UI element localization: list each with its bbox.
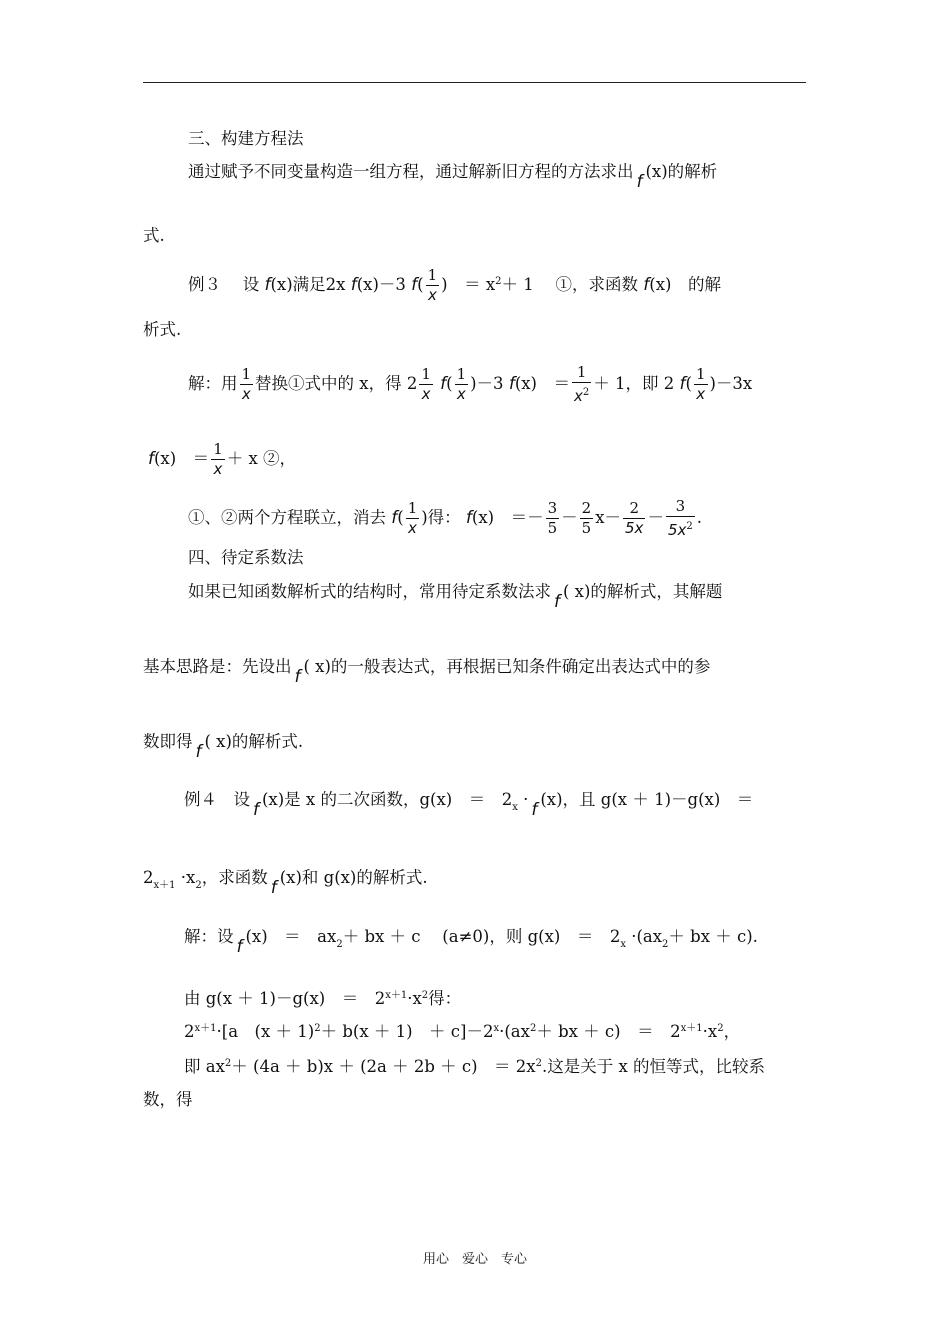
fraction: $\frac{1}{x}$ (695, 365, 706, 403)
solution-4: 解：设f(x) ＝ $ax_2+$ bx ＋ c (a≠0)，则 g(x) ＝ $2_x \cdot(ax_2+$ bx ＋ c). (184, 927, 758, 957)
section-heading-4: 四、待定系数法 (188, 548, 304, 567)
header-rule (143, 82, 806, 83)
function-f-symbol: f (636, 172, 643, 192)
paragraph-line: 式. (143, 226, 165, 245)
paragraph-line: 基本思路是：先设出f( x)的一般表达式，再根据已知条件确定出表达式中的参 (143, 657, 711, 687)
example-4: 例４ 设f(x)是 x 的二次函数，g(x) ＝ $2_x \cdot f(x)$，且 g(x ＋ 1)－g(x) ＝ (184, 790, 754, 820)
fraction: $\frac{1}{x}$ (213, 440, 223, 478)
fraction: $\frac{1}{x^2}$ (574, 363, 590, 405)
paragraph-line: 析式. (143, 320, 182, 339)
paragraph-line: 数即得f( x)的解析式. (143, 732, 304, 762)
fraction: $\frac{2}{5x}$ (625, 499, 644, 537)
fraction: $\frac{1}{x}$ (241, 365, 252, 403)
fraction: $\frac{3}{5}$ (547, 499, 558, 537)
paragraph-line: 通过赋予不同变量构造一组方程，通过解新旧方程的方法求出f(x)的解析 (188, 162, 718, 192)
solution-line: f(x) ＝ $\frac{1}{x}$ ＋ x ②， (148, 440, 297, 478)
paragraph-line: 数，得 (143, 1090, 193, 1109)
paragraph-line: 如果已知函数解析式的结构时，常用待定系数法求f( x)的解析式，其解题 (188, 582, 723, 612)
section-heading-3: 三、构建方程法 (188, 129, 304, 148)
solution-line: 解：用 $\frac{1}{x}$ 替换①式中的 x，得 2 $\frac{1}{x}$ f( $\frac{1}{x}$ )－3 f(x) ＝ $\frac{1}{x^2}$ ＋ 1，即 2 f( $\frac{1}{x}$ )－3x (188, 363, 753, 405)
fraction: $\frac{1}{x}$ (407, 499, 418, 537)
fraction: $\frac{2}{5}$ (581, 499, 592, 537)
derivation-line: $2^{x+1}\cdot[a$ $(x + 1)^2+ b(x + 1)$ ＋ $c]-2^x\cdot(ax^2+$ bx ＋ c) ＝ $2^{x+1}\cdot x^2$， (184, 1022, 741, 1041)
derivation-line: 即 $ax^2+ (4a + b)x + (2a + 2b + c)$ ＝ $2x^2$.这是关于 x 的恒等式，比较系 (184, 1057, 766, 1076)
example-4-continued: $2_{x+1} \cdot x_2$，求函数f(x)和 g(x)的解析式. (143, 868, 428, 898)
derivation-line: 由 g(x ＋ 1)－g(x) ＝ $2^{x+1}\cdot x^2$得： (184, 989, 462, 1008)
fraction: $\frac{1}{x}$ (427, 266, 438, 304)
fraction: $\frac{1}{x}$ (456, 365, 467, 403)
example-3: 例３ 设 f(x)满足2x f(x)－3 f( $\frac{1}{x}$ ) ＝ $x^2+ 1$ ①，求函数 f(x) 的解 (188, 266, 721, 304)
combination-line: ①、②两个方程联立，消去 f( $\frac{1}{x}$ )得： f(x) ＝－ $\frac{3}{5}$ － $\frac{2}{5}$ x－ $\frac{2}{5x}$ － $\frac{3}{5x^2}$ . (188, 497, 702, 539)
page-footer: 用心 爱心 专心 (422, 1252, 527, 1267)
fraction: $\frac{3}{5x^2}$ (667, 497, 693, 539)
fraction: $\frac{1}{x}$ (421, 365, 431, 403)
